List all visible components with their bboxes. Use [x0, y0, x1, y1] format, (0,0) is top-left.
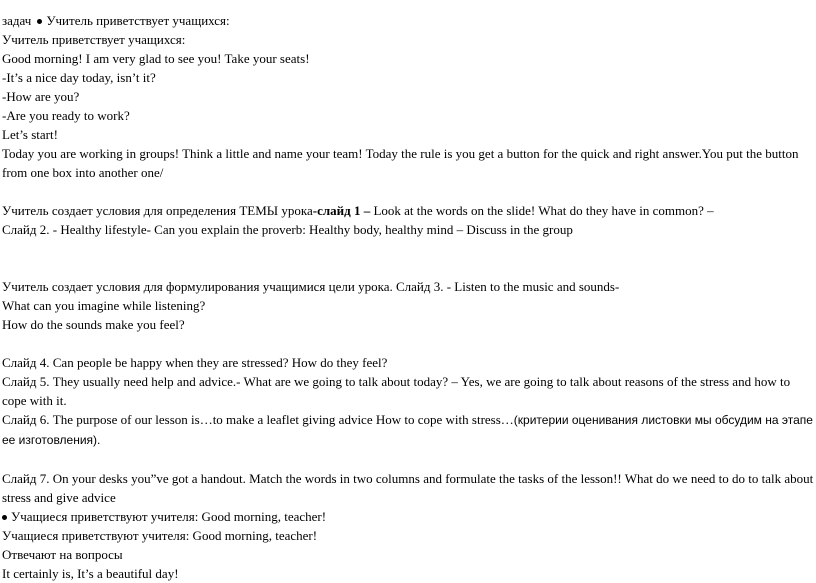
document-body	[2, 11, 814, 583]
text-line: How do the sounds make you feel?	[2, 317, 185, 332]
text-line	[2, 201, 814, 220]
text-line: -How are you?	[2, 89, 80, 104]
text-paragraph: Слайд 5. They usually need help and advice.- What are we going to talk about today? – Yes, we are going to talk about reasons of the stress and how to cope with it.	[2, 374, 791, 408]
bullet-icon	[2, 515, 7, 520]
text-line: Let’s start!	[2, 127, 58, 142]
text-line: What can you imagine while listening?	[2, 298, 206, 313]
text-line: Учитель приветствует учащихся:	[2, 32, 186, 47]
spacer	[2, 182, 814, 201]
bold-fragment: -слайд 1 –	[312, 203, 371, 218]
text-fragment: Учитель приветствует учащихся:	[46, 13, 230, 28]
text-paragraph: Слайд 7. On your desks you”ve got a handout. Match the words in two columns and formulate the tasks of the lesson!! What do we need to do to talk about stress and give advice	[2, 471, 814, 505]
text-line: Слайд 2. - Healthy lifestyle- Can you explain the proverb: Healthy body, healthy mind – Discuss in the group	[2, 222, 573, 237]
bullet-icon	[37, 19, 42, 24]
text-line: Отвечают на вопросы	[2, 547, 123, 562]
text-line: -Are you ready to work?	[2, 108, 130, 123]
text-fragment: (критерии оценивания листовки мы обсудим на этапе ее изготовления).	[2, 413, 813, 447]
text-line: It certainly is, It’s a beautiful day!	[2, 566, 179, 581]
text-line: Good morning! I am very glad to see you! Take your seats!	[2, 51, 310, 66]
text-paragraph	[2, 410, 814, 450]
text-line	[2, 11, 814, 30]
text-paragraph: Today you are working in groups! Think a little and name your team! Today the rule is you get a button for the quick and right answer.You put the button from one box into another one/	[2, 146, 799, 180]
text-line: Учитель создает условия для формулирования учащимися цели урока. Слайд 3. - Listen to the music and sounds-	[2, 279, 620, 294]
spacer	[2, 239, 814, 277]
text-fragment: Look at the words on the slide! What do they have in common? –	[370, 203, 714, 218]
text-line: Слайд 4. Can people be happy when they are stressed? How do they feel?	[2, 355, 388, 370]
text-line: -It’s a nice day today, isn’t it?	[2, 70, 156, 85]
spacer	[2, 334, 814, 353]
spacer	[2, 450, 814, 469]
text-fragment: Слайд 6. The purpose of our lesson is…to make a leaflet giving advice How to cope with stress…	[2, 412, 514, 427]
text-fragment: задач	[2, 13, 32, 28]
text-fragment: Учащиеся приветствуют учителя: Good morning, teacher!	[11, 509, 327, 524]
text-line: Учащиеся приветствуют учителя: Good morning, teacher!	[2, 528, 318, 543]
text-fragment: Учитель создает условия для определения ТЕМЫ урока	[2, 203, 313, 218]
